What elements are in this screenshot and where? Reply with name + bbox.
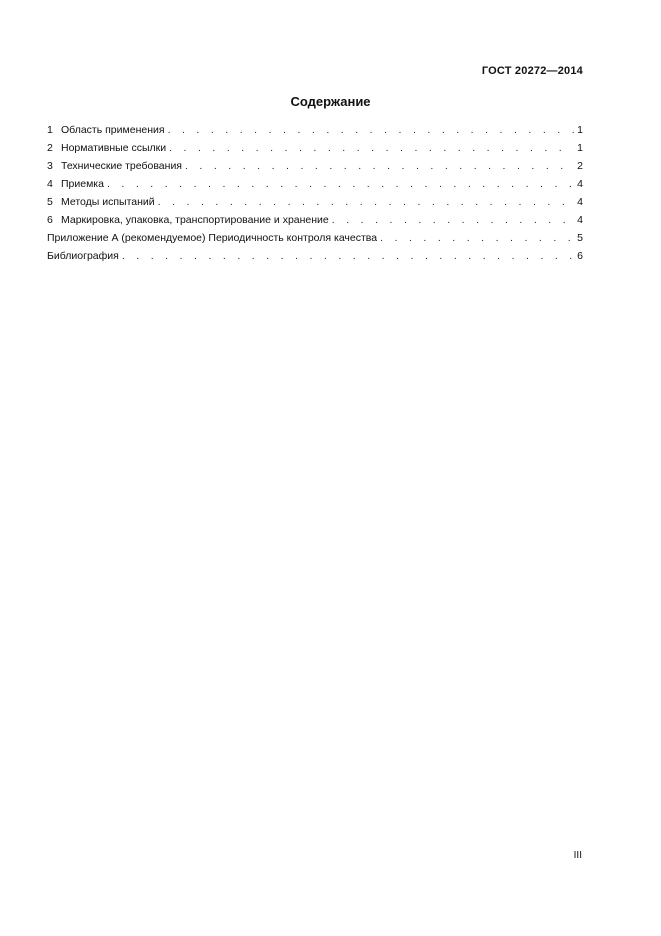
dot-leader bbox=[380, 229, 574, 247]
toc-entry-page: 1 bbox=[577, 142, 583, 154]
toc-entry-page: 5 bbox=[577, 232, 583, 244]
dot-leader bbox=[168, 121, 575, 139]
toc-entry-text: Приложение А (рекомендуемое) Периодичность контроля качества bbox=[47, 232, 378, 244]
toc-entry-appendix-a[interactable] bbox=[47, 229, 583, 247]
toc-entry-text: Технические требования bbox=[61, 160, 182, 172]
toc-entry-scope[interactable] bbox=[47, 121, 583, 139]
dot-leader bbox=[158, 193, 575, 211]
toc-entry-number: 2 bbox=[47, 142, 53, 154]
toc-entry-number: 3 bbox=[47, 160, 53, 172]
toc-entry-page: 6 bbox=[577, 250, 583, 262]
toc-title: Содержание bbox=[290, 94, 371, 109]
dot-leader bbox=[122, 247, 574, 265]
toc-entry-page: 4 bbox=[577, 178, 583, 190]
toc-entry-page: 1 bbox=[577, 124, 583, 136]
page-number: III bbox=[573, 850, 582, 861]
toc-entry-text: Методы испытаний bbox=[61, 196, 155, 208]
toc-entry-number: 4 bbox=[47, 178, 53, 190]
toc-entry-text: Приемка bbox=[61, 178, 104, 190]
toc-entry-normative-references[interactable] bbox=[47, 139, 583, 157]
toc-entry-number: 1 bbox=[47, 124, 53, 136]
dot-leader bbox=[169, 139, 574, 157]
toc-entry-page: 4 bbox=[577, 196, 583, 208]
toc-entry-text: Область применения bbox=[61, 124, 165, 136]
toc-entry-technical-requirements[interactable] bbox=[47, 157, 583, 175]
toc-entry-text: Нормативные ссылки bbox=[61, 142, 167, 154]
toc-entry-bibliography[interactable] bbox=[47, 247, 583, 265]
table-of-contents bbox=[47, 121, 583, 265]
toc-entry-number: 5 bbox=[47, 196, 53, 208]
toc-entry-test-methods[interactable] bbox=[47, 193, 583, 211]
toc-entry-number: 6 bbox=[47, 214, 53, 226]
toc-entry-text: Библиография bbox=[47, 250, 119, 262]
dot-leader bbox=[332, 211, 574, 229]
toc-entry-text: Маркировка, упаковка, транспортирование и хранение bbox=[61, 214, 329, 226]
dot-leader bbox=[185, 157, 574, 175]
standard-code: ГОСТ 20272—2014 bbox=[481, 65, 583, 77]
toc-entry-marking-packaging[interactable] bbox=[47, 211, 583, 229]
toc-entry-acceptance[interactable] bbox=[47, 175, 583, 193]
dot-leader bbox=[107, 175, 574, 193]
toc-entry-page: 2 bbox=[577, 160, 583, 172]
toc-entry-page: 4 bbox=[577, 214, 583, 226]
